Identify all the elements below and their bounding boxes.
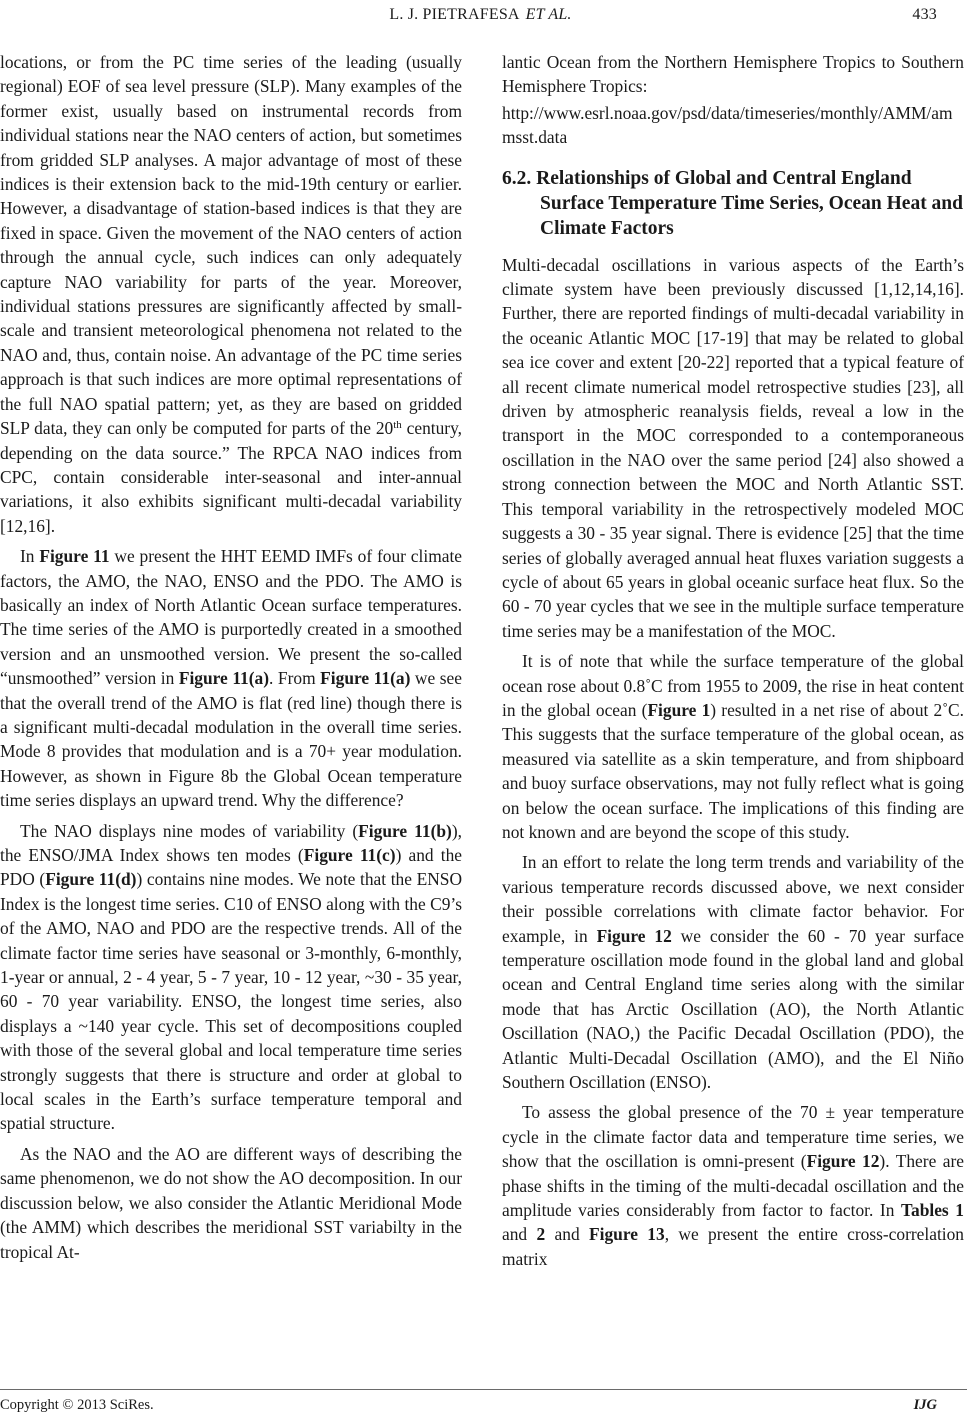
footer-divider xyxy=(0,1389,967,1390)
header-authors: L. J. PIETRAFESA xyxy=(389,6,520,23)
text-run: To assess the global presence of the 70 ± year temperature cycle in the climate factor data and temperature time series, we show that the oscillation is omni-present ( xyxy=(502,1102,964,1172)
paragraph: Multi-decadal oscillations in various aspects of the Earth’s climate system have been previously discussed [1,12,14,16]. Further, there are reported findings of multi-decadal variability in the oceanic Atlantic MOC [17-19] that may be related to global sea ice cover and extent [20-22] reported that a typical feature of all recent climate numerical model retrospective studies [23], all driven by atmospheric reanalysis fields, reveal a low in the transport in the MOC corresponded to a contemporaneous oscillation in the NAO over the same period [24] also showed a strong connection between the MOC and North Atlantic SST. This temporal variability in the retrospectively modeled MOC suggests a 30 - 35 year signal. There is evidence [25] that the time series of globally averaged annual heat fluxes variation suggests a cycle of about 65 years in global oceanic surface heat flux. So the 60 - 70 year cycles that we see in the multiple surface temperature time series may be a manifestation of the MOC. xyxy=(502,254,964,641)
paragraph xyxy=(502,1100,964,1271)
paragraph xyxy=(0,819,462,1136)
text-run: ) resulted in a net rise of about 2˚C. This suggests that the surface temperature of the global ocean, as measured via satellite as a skin temperature, and from shipboard and buoy surface observations, may not fully reflect what is going on below the ocean surface. The implications of this finding are not known and are beyond the scope of this study. xyxy=(502,699,964,842)
figure-ref: Figure 13 xyxy=(589,1224,665,1245)
text-run: we present the HHT EEMD IMFs of four climate factors, the AMO, the NAO, ENSO and the PDO. The AMO is basically an index of North Atlantic Ocean surface temperatures. The time series of the AMO is purportedly created in a smoothed version and an unsmoothed version. We present the so-called “unsmoothed” version in xyxy=(0,546,462,689)
text-run: . From xyxy=(269,668,321,689)
journal-abbrev: IJG xyxy=(913,1397,937,1413)
running-header xyxy=(0,6,967,30)
figure-ref: Figure 12 xyxy=(596,925,672,946)
paragraph: lantic Ocean from the Northern Hemisphere Tropics to Southern Hemisphere Tropics: xyxy=(502,52,964,97)
paragraph: As the NAO and the AO are different ways of describing the same phenomenon, we do not show the AO decomposition. In our discussion below, we also consider the Atlantic Meridional Mode (the AMM) which describes the meridional SST variabilty in the tropical At- xyxy=(0,1143,462,1262)
text-run: It is of note that while the surface temperature of the global ocean rose about 0.8˚C from 1955 to 2009, the rise in heat content in the global ocean ( xyxy=(502,651,964,720)
paragraph xyxy=(0,544,462,812)
text-run: In an effort to relate the long term trends and variability of the various temperature records discussed above, we next consider their possible correlations with climate factor behavior. For example, in xyxy=(502,852,964,946)
table-ref: Tables 1 xyxy=(901,1200,964,1221)
text-run: ) contains nine modes. We note that the ENSO Index is the longest time series. C10 of ENSO along with the C9’s of the AMO, NAO and PDO are the respective trends. All of the climate factor time series have seasonal or 3-monthly, 6-monthly, 1-year or annual, 2 - 4 year, 5 - 7 year, 10 - 12 year, ~30 - 35 year, 60 - 70 year variability. ENSO, the longest time series, also displays a ~140 year cycle. This set of decompositions coupled with those of the several global and local temperature time series strongly suggests that there is structure and order at global to local scales in the Earth’s surface temperature temporal and spatial structure. xyxy=(0,869,463,1134)
figure-ref: Figure 11 xyxy=(39,546,110,567)
text-run: we see that the overall trend of the AMO is flat (red line) though there is a significant multi-decadal modulation in the overall time series. Mode 8 provides that modulation and is a 70+ year modulation. However, as shown in Figure 8b the Global Ocean temperature time series displays an upward trend. Why the difference? xyxy=(0,668,462,811)
figure-ref: Figure 11(b) xyxy=(358,820,452,841)
figure-ref: Figure 11(d) xyxy=(45,869,137,890)
text-run: and xyxy=(502,1224,537,1245)
text-run: locations, or from the PC time series of the leading (usually regional) EOF of sea level pressure (SLP). Many examples of the former exist, usually based on instrumental records from individual stations near the NAO centers of action, but sometimes from gridded SLP analyses. A major advantage of most of these indices is their extension back to the mid-19th century or earlier. However, a disadvantage of station-based indices is that they are fixed in space. Given the movement of the NAO centers of action through the annual cycle, such indices can only adequately capture NAO variability for parts of the year. Moreover, individual stations pressures are significantly affected by small-scale and transient meteorological phenomena not related to the NAO and, thus, contain noise. An advantage of the PC time series approach is that such indices are more optimal representations of the full NAO spatial pattern; yet, as they are based on gridded SLP data, they can only be computed for parts of the 20 xyxy=(0,52,462,439)
superscript: th xyxy=(393,419,402,432)
figure-ref: Figure 11(a) xyxy=(320,668,411,689)
running-title xyxy=(0,6,967,24)
section-heading: 6.2. Relationships of Global and Central England Surface Temperature Time Series, Ocean Heat and Climate Factors xyxy=(502,167,964,239)
text-run: we consider the 60 - 70 year surface temperature oscillation mode found in the global land and global ocean and Central England time series along with the similar mode that has Arctic Oscillation (AO), the North Atlantic Oscillation (NAO,) the Pacific Decadal Oscillation (PDO), the Atlantic Multi-Decadal Oscillation (AMO), and the El Niño Southern Oscillation (ENSO). xyxy=(502,925,965,1093)
left-column xyxy=(0,50,462,1264)
data-url: http://www.esrl.noaa.gov/psd/data/timeseries/monthly/AMM/ammsst.data xyxy=(502,102,953,148)
text-run: ), the ENSO/JMA Index shows ten modes ( xyxy=(0,820,462,865)
figure-ref: Figure 11(a) xyxy=(178,668,270,689)
paragraph xyxy=(502,649,964,844)
table-ref: 2 xyxy=(536,1224,546,1245)
text-run: century, depending on the data source.” The RPCA NAO indices from CPC, contain considerable inter-seasonal and inter-annual variations, it also exhibits significant multi-decadal variability [12,16]. xyxy=(0,418,462,536)
paragraph xyxy=(502,850,964,1094)
paragraph xyxy=(0,50,462,538)
text-run: In xyxy=(20,546,40,567)
figure-ref: Figure 12 xyxy=(806,1151,880,1172)
text-run: The NAO displays nine modes of variability ( xyxy=(20,820,359,841)
right-column xyxy=(502,50,964,1271)
header-et-al: ET AL. xyxy=(525,6,572,23)
page-number: 433 xyxy=(912,6,937,23)
page-footer xyxy=(0,1397,967,1414)
text-run: ) and the PDO ( xyxy=(0,845,463,890)
figure-ref: Figure 1 xyxy=(647,699,711,720)
text-run: ). There are phase shifts in the timing of the multi-decadal oscillation and the amplitude varies considerably from factor to factor. In xyxy=(502,1151,965,1221)
text-run: , we present the entire cross-correlation matrix xyxy=(502,1224,964,1269)
copyright-notice: Copyright © 2013 SciRes. xyxy=(0,1397,154,1413)
text-run: and xyxy=(545,1224,589,1245)
figure-ref: Figure 11(c) xyxy=(303,845,396,865)
